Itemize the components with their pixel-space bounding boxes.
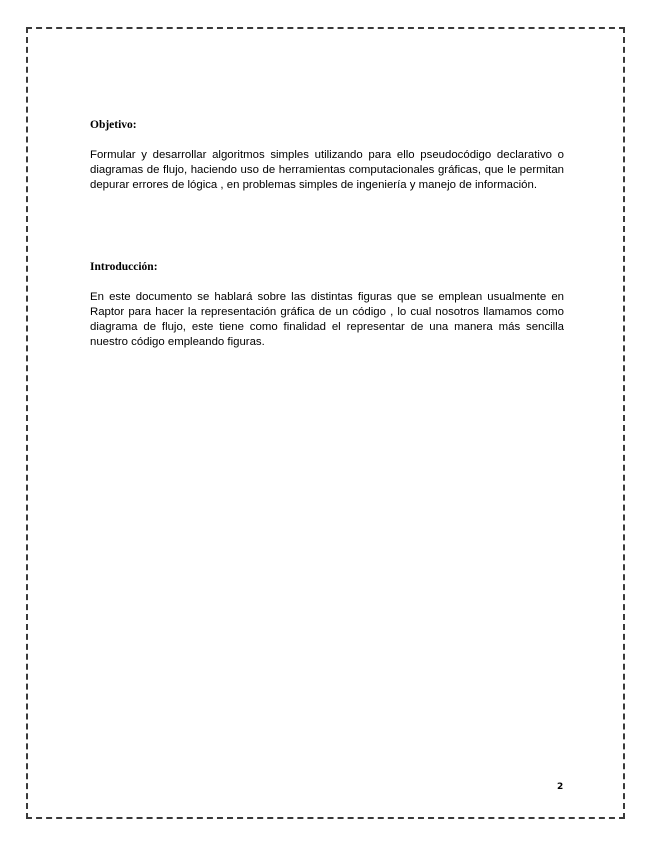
introduccion-section: [90, 260, 564, 350]
objetivo-paragraph: Formular y desarrollar algoritmos simples utilizando para ello pseudocódigo declarativo o diagramas de flujo, haciendo uso de herramientas computacionales gráficas, que le permitan depurar errores de lógica , en problemas simples de ingeniería y manejo de información.: [90, 149, 564, 191]
page-number: 2: [557, 782, 564, 792]
objetivo-section: [90, 118, 564, 193]
introduccion-heading: Introducción:: [90, 261, 158, 273]
introduccion-paragraph: En este documento se hablará sobre las distintas figuras que se emplean usualmente en Raptor para hacer la representación gráfica de un código , lo cual nosotros llamamos como diagrama de flujo, este tiene como finalidad el representar de una manera más sencilla nuestro código empleando figuras.: [90, 291, 564, 348]
objetivo-heading: Objetivo:: [90, 119, 137, 131]
